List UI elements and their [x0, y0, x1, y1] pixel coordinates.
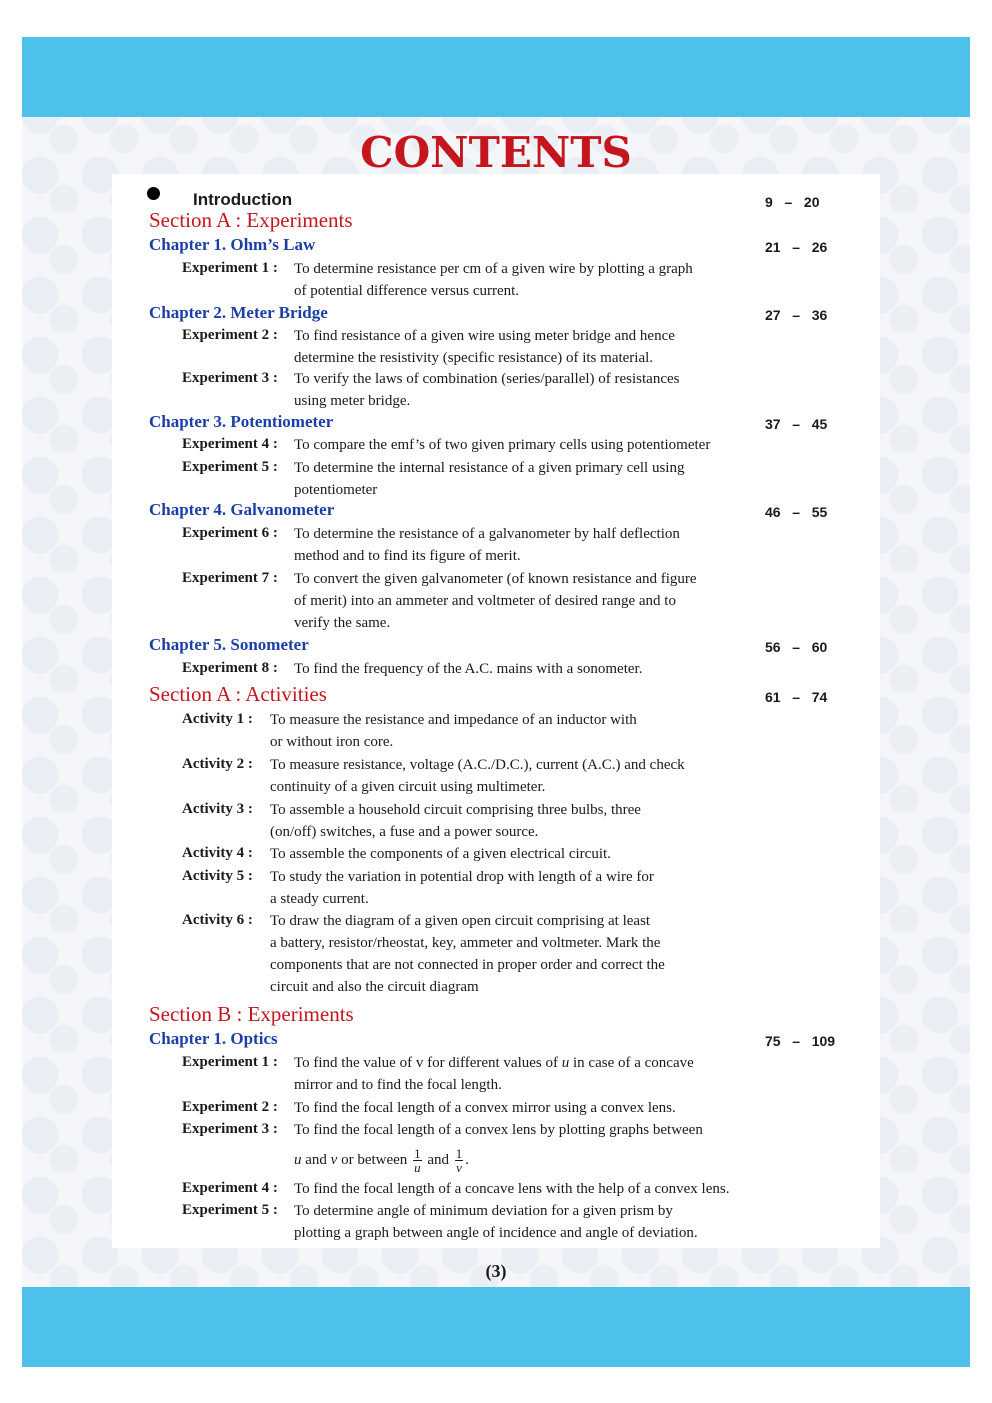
activity-1-text	[270, 709, 637, 753]
activity-2-text	[270, 754, 685, 798]
activity-6-label: Activity 6 :	[182, 912, 253, 928]
section-b-chapter-1-title: Chapter 1. Optics	[149, 1029, 278, 1048]
header-band	[22, 37, 970, 117]
experiment-1-text	[294, 258, 693, 302]
text-line: To verify the laws of combination (series/parallel) of resistances	[294, 371, 680, 387]
text-line: verify the same.	[294, 615, 391, 631]
symbol-u: u	[561, 1055, 570, 1071]
experiment-7-text	[294, 568, 697, 634]
b-experiment-4-text	[294, 1178, 729, 1200]
text-line: circuit and also the circuit diagram	[270, 979, 479, 995]
activity-6-text	[270, 910, 665, 998]
experiment-4-label: Experiment 4 :	[182, 436, 278, 452]
chapter-4-pages: 46 – 55	[765, 504, 828, 520]
activity-2-label: Activity 2 :	[182, 756, 253, 772]
text-line: To determine angle of minimum deviation for a given prism by	[294, 1203, 673, 1219]
text-line: of potential difference versus current.	[294, 283, 520, 299]
experiment-8-text	[294, 658, 642, 680]
chapter-3-pages: 37 – 45	[765, 416, 828, 432]
experiment-7-label: Experiment 7 :	[182, 570, 278, 586]
text-line: mirror and to find the focal length.	[294, 1077, 502, 1093]
text-span: To find the value of v for different values of	[294, 1055, 562, 1071]
text-line: using meter bridge.	[294, 393, 411, 409]
text-line: a steady current.	[270, 891, 369, 907]
text-line	[294, 1052, 694, 1074]
text-line: method and to find its figure of merit.	[294, 548, 521, 564]
section-a-activities-heading: Section A : Activities	[149, 682, 327, 706]
text-line: (on/off) switches, a fuse and a power source.	[270, 824, 539, 840]
b-experiment-1-text	[294, 1052, 694, 1096]
page-number: (3)	[485, 1261, 507, 1281]
activity-5-text	[270, 866, 654, 910]
text-line: To find resistance of a given wire using meter bridge and hence	[294, 328, 675, 344]
text-line: potentiometer	[294, 482, 378, 498]
experiment-3-text	[294, 368, 679, 412]
text-line: or without iron core.	[270, 734, 394, 750]
text-line: continuity of a given circuit using multimeter.	[270, 779, 546, 795]
text-line: of merit) into an ammeter and voltmeter of desired range and to	[294, 593, 676, 609]
fraction-numerator: 1	[455, 1146, 463, 1162]
fraction-numerator: 1	[414, 1146, 421, 1162]
text-line: To draw the diagram of a given open circuit comprising at least	[270, 913, 651, 929]
text-line: a battery, resistor/rheostat, key, ammeter and voltmeter. Mark the	[270, 935, 661, 951]
activities-pages: 61 – 74	[765, 689, 828, 705]
b-experiment-3-formula-line	[294, 1146, 469, 1174]
experiment-3-label: Experiment 3 :	[182, 370, 278, 386]
text-line: To find the frequency of the A.C. mains with a sonometer.	[294, 661, 643, 677]
b-experiment-1-label: Experiment 1 :	[182, 1054, 278, 1070]
text-line: To measure the resistance and impedance of an inductor with	[270, 712, 637, 728]
text-line: To find the focal length of a convex lens by plotting graphs between	[294, 1122, 703, 1138]
activity-4-text	[270, 843, 611, 865]
text-line: To determine resistance per cm of a given wire by plotting a graph	[294, 261, 693, 277]
experiment-1-label: Experiment 1 :	[182, 260, 278, 276]
text-line: To assemble a household circuit comprising three bulbs, three	[270, 802, 641, 818]
b-experiment-5-text	[294, 1200, 698, 1244]
page-title: CONTENTS	[360, 128, 632, 177]
b-experiment-2-text	[294, 1097, 676, 1119]
text-span: .	[465, 1152, 469, 1168]
experiment-2-text	[294, 325, 675, 369]
text-span: or between	[337, 1152, 412, 1168]
text-line: To study the variation in potential drop with length of a wire for	[270, 869, 654, 885]
experiment-5-label: Experiment 5 :	[182, 459, 278, 475]
introduction-label: Introduction	[193, 190, 293, 209]
activity-3-text	[270, 799, 641, 843]
chapter-4-title: Chapter 4. Galvanometer	[149, 500, 335, 519]
activity-3-label: Activity 3 :	[182, 801, 253, 817]
fraction-denominator: u	[414, 1160, 421, 1176]
experiment-2-label: Experiment 2 :	[182, 327, 278, 343]
text-line: To determine the resistance of a galvanometer by half deflection	[294, 526, 680, 542]
b-experiment-4-label: Experiment 4 :	[182, 1180, 278, 1196]
experiment-4-text	[294, 434, 710, 456]
fraction-denominator: v	[456, 1160, 462, 1176]
b-experiment-2-label: Experiment 2 :	[182, 1099, 278, 1115]
text-line: To find the focal length of a concave lens with the help of a convex lens.	[294, 1181, 730, 1197]
experiment-5-text	[294, 457, 684, 501]
introduction-pages: 9 – 20	[765, 194, 820, 210]
activity-1-label: Activity 1 :	[182, 711, 253, 727]
text-span: and	[301, 1152, 331, 1168]
experiment-6-text	[294, 523, 680, 567]
fraction-one-over-v	[455, 1147, 464, 1174]
activity-4-label: Activity 4 :	[182, 845, 253, 861]
b-experiment-3-label: Experiment 3 :	[182, 1121, 278, 1137]
chapter-2-title: Chapter 2. Meter Bridge	[149, 303, 328, 322]
experiment-6-label: Experiment 6 :	[182, 525, 278, 541]
section-b-chapter-1-pages: 75 – 109	[765, 1033, 836, 1049]
chapter-3-title: Chapter 3. Potentiometer	[149, 412, 334, 431]
chapter-1-pages: 21 – 26	[765, 239, 828, 255]
text-line: To assemble the components of a given electrical circuit.	[270, 846, 611, 862]
symbol-v: v	[330, 1152, 338, 1168]
symbol-u: u	[294, 1152, 302, 1168]
footer-band	[22, 1287, 970, 1367]
chapter-1-title: Chapter 1. Ohm’s Law	[149, 235, 316, 254]
activity-5-label: Activity 5 :	[182, 868, 253, 884]
text-line: plotting a graph between angle of incidence and angle of deviation.	[294, 1225, 698, 1241]
section-a-experiments-heading: Section A : Experiments	[149, 208, 353, 232]
text-line: To compare the emf’s of two given primary cells using potentiometer	[294, 437, 711, 453]
text-line: To measure resistance, voltage (A.C./D.C.), current (A.C.) and check	[270, 757, 685, 773]
chapter-5-pages: 56 – 60	[765, 639, 828, 655]
bullet-icon	[147, 187, 160, 200]
text-line: components that are not connected in proper order and correct the	[270, 957, 665, 973]
text-line: To determine the internal resistance of a given primary cell using	[294, 460, 685, 476]
text-line: determine the resistivity (specific resistance) of its material.	[294, 350, 654, 366]
section-b-experiments-heading: Section B : Experiments	[149, 1002, 354, 1026]
text-span: in case of a concave	[569, 1055, 694, 1071]
text-line: To find the focal length of a convex mirror using a convex lens.	[294, 1100, 676, 1116]
b-experiment-3-text	[294, 1119, 703, 1141]
text-span: and	[423, 1152, 453, 1168]
b-experiment-5-label: Experiment 5 :	[182, 1202, 278, 1218]
text-line: To convert the given galvanometer (of known resistance and figure	[294, 571, 697, 587]
fraction-one-over-u	[413, 1147, 422, 1174]
chapter-5-title: Chapter 5. Sonometer	[149, 635, 309, 654]
chapter-2-pages: 27 – 36	[765, 307, 828, 323]
experiment-8-label: Experiment 8 :	[182, 660, 278, 676]
